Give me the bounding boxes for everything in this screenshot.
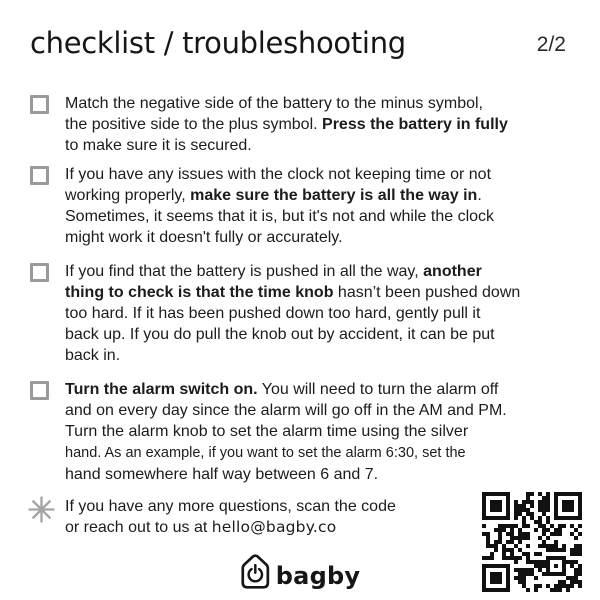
checklist-item-text (65, 261, 520, 366)
text-segment: Match the negative side of the battery to the minus symbol, (65, 95, 483, 112)
checkbox-icon (30, 95, 49, 114)
footer-note (30, 496, 396, 538)
text-segment: working properly, (65, 187, 191, 204)
text-segment: . (477, 187, 482, 204)
text-segment: and on every day since the alarm will go off in the AM and PM. (65, 402, 507, 419)
email-address: hello@bagby.co (211, 518, 337, 536)
text-line (65, 135, 508, 156)
text-segment: If you have any issues with the clock not keeping time or not (65, 166, 492, 183)
text-segment: or reach out to us at (65, 519, 212, 536)
text-segment: to make sure it is secured. (65, 137, 252, 154)
text-segment: hand somewhere half way between 6 and 7. (65, 466, 379, 483)
checkbox-icon (30, 166, 49, 185)
page-title: checklist / troubleshooting (30, 26, 406, 60)
checklist-item-text (65, 164, 494, 248)
text-segment: back up. If you do pull the knob out by accident, it can be put (65, 326, 495, 343)
checklist-item (30, 261, 520, 366)
checklist-item-text (65, 93, 508, 156)
text-segment: Press the battery in fully (322, 116, 508, 133)
bagby-logo (240, 553, 360, 595)
text-segment: back in. (65, 347, 121, 364)
text-segment: hand. As an example, if you want to set the alarm 6:30, set the (65, 445, 466, 461)
text-line (65, 345, 520, 366)
text-segment: Turn the alarm knob to set the alarm time using the silver (65, 423, 469, 440)
text-segment: You will need to turn the alarm off (257, 381, 499, 398)
footer-note-text (65, 496, 396, 538)
text-line (65, 282, 520, 303)
bagby-logo-text: bagby (275, 562, 361, 590)
asterisk-icon (28, 496, 55, 528)
text-line (65, 421, 507, 442)
text-segment: If you find that the battery is pushed in all the way, (65, 263, 424, 280)
text-segment: the positive side to the plus symbol. (65, 116, 323, 133)
checklist-item (30, 93, 508, 156)
qr-code (482, 492, 582, 592)
text-segment: If you have any more questions, scan the code (65, 498, 396, 515)
text-line (65, 206, 494, 227)
text-segment: Sometimes, it seems that it is, but it's not and while the clock (65, 208, 495, 225)
text-line (65, 185, 494, 206)
text-line (65, 442, 507, 464)
text-segment: too hard. If it has been pushed down too hard, gently pull it (65, 305, 481, 322)
text-line (65, 227, 494, 248)
text-line (65, 517, 396, 538)
text-line (65, 324, 520, 345)
text-line (65, 464, 507, 485)
text-segment: might work it doesn't fully or accurately. (65, 229, 343, 246)
bagby-bag-power-icon (240, 553, 271, 595)
text-segment: hasn’t been pushed down (333, 284, 521, 301)
text-segment: Turn the alarm switch on. (65, 381, 258, 398)
text-line (65, 93, 508, 114)
text-line (65, 164, 494, 185)
text-line (65, 303, 520, 324)
checkbox-icon (30, 263, 49, 282)
text-line (65, 496, 396, 517)
page-number: 2/2 (536, 33, 566, 56)
checklist-item (30, 379, 507, 485)
text-segment: another (423, 263, 482, 280)
checkbox-icon (30, 381, 49, 400)
checklist-item (30, 164, 494, 248)
text-line (65, 400, 507, 421)
text-line (65, 114, 508, 135)
text-line (65, 379, 507, 400)
text-segment: make sure the battery is all the way in (190, 187, 478, 204)
text-line (65, 261, 520, 282)
checklist-item-text (65, 379, 507, 485)
text-segment: thing to check is that the time knob (65, 284, 334, 301)
